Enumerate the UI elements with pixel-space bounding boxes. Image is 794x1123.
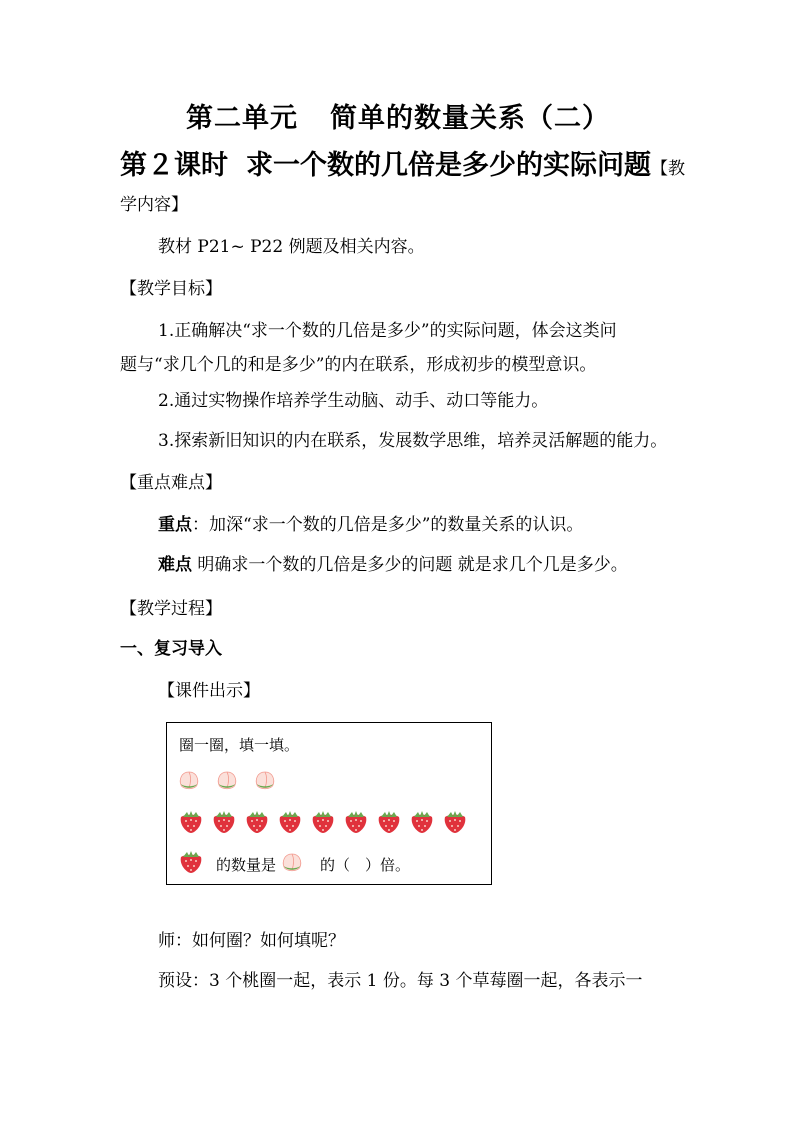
strawberry-icon <box>375 809 408 839</box>
goal-3: 3.探索新旧知识的内在联系，发展数学思维，培养灵活解题的能力。 <box>158 431 668 451</box>
keypoints-heading: 【重点难点】 <box>120 473 222 493</box>
content-text: 教材 P21~ P22 例题及相关内容。 <box>158 237 425 257</box>
unit-label: 第二单元 <box>186 103 298 134</box>
content-heading-start: 【教 <box>651 159 685 179</box>
content-heading-end: 学内容】 <box>120 195 188 215</box>
peach-icon <box>177 768 215 796</box>
exercise-instruction: 圈一圈，填一填。 <box>179 736 300 754</box>
strawberry-icon <box>441 809 474 839</box>
unit-name: 简单的数量关系（二） <box>330 103 610 134</box>
unit-title <box>186 96 610 135</box>
strawberry-icon <box>177 849 210 879</box>
lesson-title <box>120 143 685 182</box>
exercise-box <box>166 722 492 885</box>
peach-icon <box>215 768 253 796</box>
lesson-name: 求一个数的几倍是多少的实际问题 <box>246 150 651 181</box>
question-part-1: 的数量是 <box>216 855 277 874</box>
strawberry-icon <box>243 809 276 839</box>
difficult-point <box>158 550 628 575</box>
peach-icon <box>280 850 318 878</box>
strawberry-icon <box>276 809 309 839</box>
strawberry-row <box>177 809 474 839</box>
strawberry-icon <box>342 809 375 839</box>
goal-2: 2.通过实物操作培养学生动脑、动手、动口等能力。 <box>158 391 549 411</box>
peach-icon <box>253 768 291 796</box>
difficult-point-text: 明确求一个数的几倍是多少的问题 就是求几个几是多少。 <box>192 555 628 575</box>
goal-1-line-1: 1.正确解决“求一个数的几倍是多少”的实际问题，体会这类问 <box>158 321 617 341</box>
goal-1-line-2: 题与“求几个几的和是多少”的内在联系，形成初步的模型意识。 <box>120 355 597 375</box>
strawberry-icon <box>210 809 243 839</box>
goals-heading: 【教学目标】 <box>120 279 222 299</box>
strawberry-icon <box>408 809 441 839</box>
section-heading: 一、复习导入 <box>120 639 222 659</box>
exercise-question <box>177 849 410 879</box>
strawberry-icon <box>177 809 210 839</box>
difficult-point-label: 难点 <box>158 555 192 575</box>
preset-answer: 预设：3 个桃圈一起，表示 1 份。每 3 个草莓圈一起，各表示一 <box>158 971 643 991</box>
lesson-number: 第２课时 <box>120 150 228 181</box>
courseware-label: 【课件出示】 <box>158 681 260 701</box>
peach-row <box>177 768 291 796</box>
key-point-label: 重点 <box>158 515 192 535</box>
process-heading: 【教学过程】 <box>120 599 222 619</box>
teacher-question: 师：如何圈？如何填呢？ <box>158 931 345 951</box>
key-point-text: ：加深“求一个数的几倍是多少”的数量关系的认识。 <box>192 515 584 535</box>
question-part-2: 的（ ）倍。 <box>320 855 411 874</box>
strawberry-icon <box>309 809 342 839</box>
key-point <box>158 510 583 535</box>
